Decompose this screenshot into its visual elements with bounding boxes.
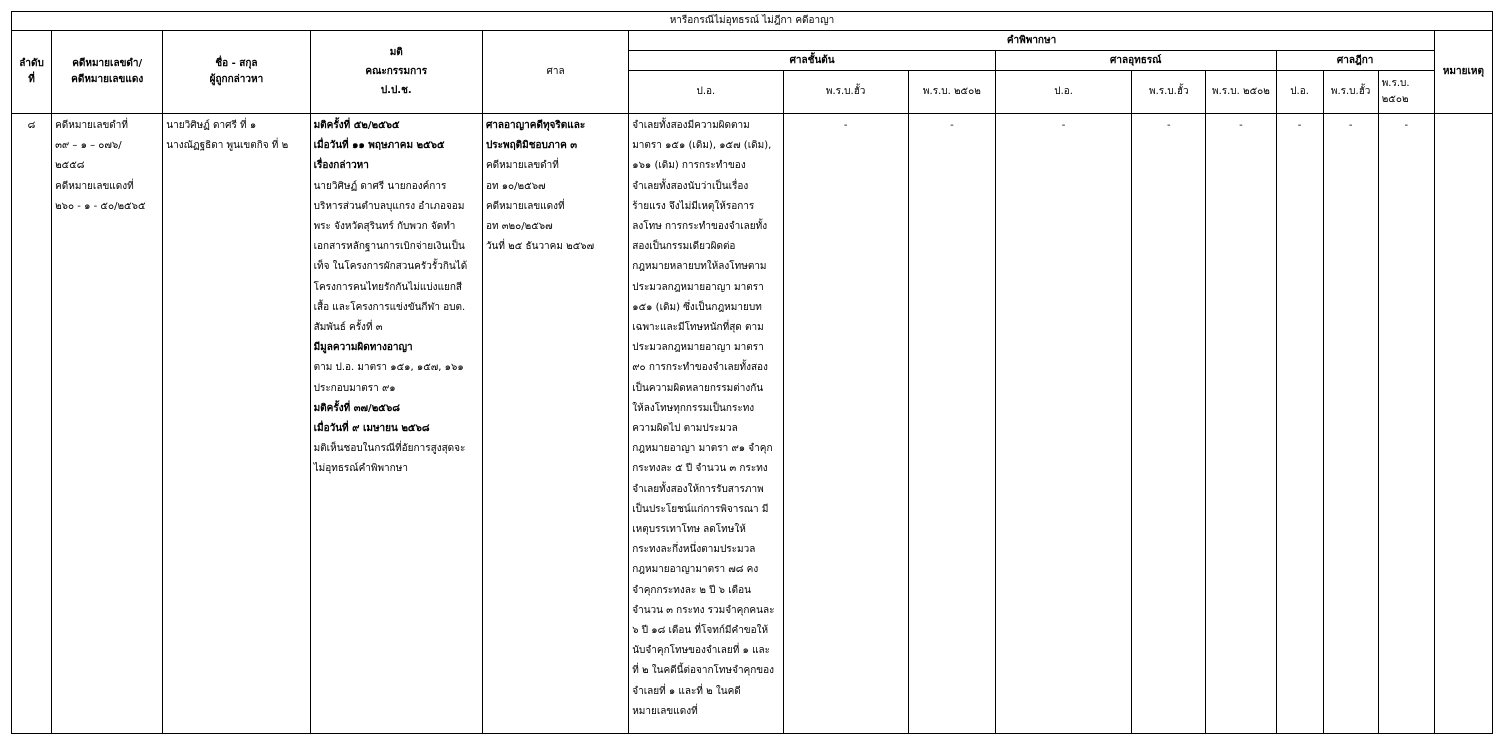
- header-seq: ลำดับ ที่: [12, 31, 52, 114]
- row-seq: ๘: [12, 114, 52, 734]
- row-supreme-act-2502: -: [1378, 114, 1434, 734]
- row-resolution: มติครั้งที่ ๕๒/๒๕๖๕ เมื่อวันที่ ๑๑ พฤษภาคม ๒๕๖๕ เรื่องกล่าวหา นายวิศิษฏ์ ดาศรี นายกองค์การ บริหารส่วนตำบลบุแกรง อำเภอจอม พระ จังหวัดสุรินทร์ กับพวก จัดทำ เอกสารหลักฐานการเบิกจ่ายเงินเป็น เท็จ ในโครงการผักสวนครัวรั้วกินได้ โครงการคนไทยรักกันไม่แบ่งแยกสี เสื้อ และโครงการแข่งขันกีฬา อบต. สัมพันธ์ ครั้งที่ ๓ มีมูลความผิดทางอาญา ตาม ป.อ. มาตรา ๑๕๑, ๑๕๗, ๑๖๑ ประกอบมาตรา ๙๑ มติครั้งที่ ๓๗/๒๕๖๘ เมื่อวันที่ ๙ เมษายน ๒๕๖๘ มติเห็นชอบในกรณีที่อัยการสูงสุดจะ ไม่อุทธรณ์คำพิพากษา: [310, 114, 482, 734]
- header-judgment: คำพิพากษา: [629, 31, 1435, 51]
- header-appeal-bid-act: พ.ร.บ.ฮั้ว: [1132, 71, 1206, 114]
- header-first-act-2502: พ.ร.บ. ๒๕๐๒: [908, 71, 995, 114]
- header-accused: ชื่อ - สกุล ผู้ถูกกล่าวหา: [163, 31, 310, 114]
- row-first-bid-act: -: [783, 114, 908, 734]
- header-appeal-act-2502: พ.ร.บ. ๒๕๐๒: [1206, 71, 1276, 114]
- header-court-appeal: ศาลอุทธรณ์: [995, 51, 1276, 71]
- row-supreme-criminal-code: -: [1276, 114, 1323, 734]
- header-remark: หมายเหตุ: [1434, 31, 1492, 114]
- table-row: [12, 114, 1493, 734]
- row-appeal-act-2502: -: [1206, 114, 1276, 734]
- header-supreme-criminal-code: ป.อ.: [1276, 71, 1323, 114]
- header-supreme-act-2502: พ.ร.บ. ๒๕๐๒: [1378, 71, 1434, 114]
- row-accused: นายวิศิษฏ์ ดาศรี ที่ ๑ นางณัฏฐธิดา พูนเขตกิจ ที่ ๒: [163, 114, 310, 734]
- case-table: [11, 11, 1493, 734]
- row-court: ศาลอาญาคดีทุจริตและ ประพฤติมิชอบภาค ๓ คดีหมายเลขดำที่ อท ๑๐/๒๕๖๗ คดีหมายเลขแดงที่ อท ๓๒๐/๒๕๖๗ วันที่ ๒๕ ธันวาคม ๒๕๖๗: [482, 114, 628, 734]
- row-supreme-bid-act: -: [1323, 114, 1378, 734]
- row-appeal-criminal-code: -: [995, 114, 1131, 734]
- header-court: ศาล: [482, 31, 628, 114]
- header-first-criminal-code: ป.อ.: [629, 71, 783, 114]
- row-first-act-2502: -: [908, 114, 995, 734]
- row-case-number: คดีหมายเลขดำที่ ๓๙ – ๑ – ๐๗๖/ ๒๕๕๘ คดีหมายเลขแดงที่ ๒๖๐ - ๑ - ๕๐/๒๕๖๕: [52, 114, 163, 734]
- row-appeal-bid-act: -: [1132, 114, 1206, 734]
- row-judgment-first-criminal-code: จำเลยทั้งสองมีความผิดตาม มาตรา ๑๕๑ (เดิม), ๑๕๗ (เดิม), ๑๖๑ (เดิม) การกระทำของ จำเลยทั้งสองนับว่าเป็นเรื่อง ร้ายแรง จึงไม่มีเหตุให้รอการ ลงโทษ การกระทำของจำเลยทั้ง สองเป็นกรรมเดียวผิดต่อ กฎหมายหลายบทให้ลงโทษตาม ประมวลกฎหมายอาญา มาตรา ๑๕๑ (เดิม) ซึ่งเป็นกฎหมายบท เฉพาะและมีโทษหนักที่สุด ตาม ประมวลกฎหมายอาญา มาตรา ๙๐ การกระทำของจำเลยทั้งสอง เป็นความผิดหลายกรรมต่างกัน ให้ลงโทษทุกกรรมเป็นกระทง ความผิดไป ตามประมวล กฎหมายอาญา มาตรา ๙๑ จำคุก กระทงละ ๕ ปี จำนวน ๓ กระทง จำเลยทั้งสองให้การรับสารภาพ เป็นประโยชน์แก่การพิจารณา มี เหตุบรรเทาโทษ ลดโทษให้ กระทงละกึ่งหนึ่งตามประมวล กฎหมายอาญามาตรา ๗๘ คง จำคุกกระทงละ ๒ ปี ๖ เดือน จำนวน ๓ กระทง รวมจำคุกคนละ ๖ ปี ๑๘ เดือน ที่โจทก์มีคำขอให้ นับจำคุกโทษของจำเลยที่ ๑ และ ที่ ๒ ในคดีนี้ต่อจากโทษจำคุกของ จำเลยที่ ๑ และที่ ๒ ในคดี หมายเลขแดงที่: [629, 114, 783, 734]
- header-case-number: คดีหมายเลขดำ/ คดีหมายเลขแดง: [52, 31, 163, 114]
- banner-title: หารือกรณีไม่อุทธรณ์ ไม่ฎีกา คดีอาญา: [12, 12, 1493, 31]
- row-remark: [1434, 114, 1492, 734]
- header-first-bid-act: พ.ร.บ.ฮั้ว: [783, 71, 908, 114]
- header-resolution: มติ คณะกรรมการ ป.ป.ช.: [310, 31, 482, 114]
- header-court-first: ศาลชั้นต้น: [629, 51, 996, 71]
- header-appeal-criminal-code: ป.อ.: [995, 71, 1131, 114]
- header-court-supreme: ศาลฎีกา: [1276, 51, 1434, 71]
- header-supreme-bid-act: พ.ร.บ.ฮั้ว: [1323, 71, 1378, 114]
